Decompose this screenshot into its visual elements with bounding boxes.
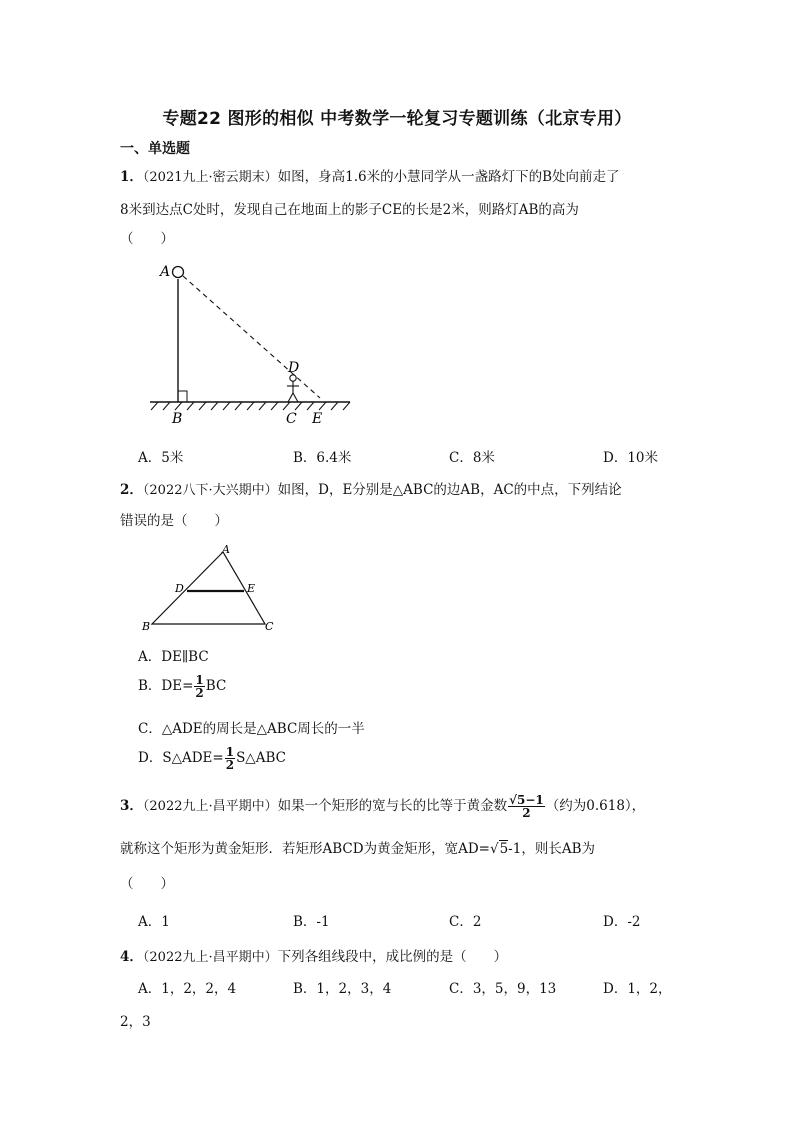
q2-option-a: A．DE∥BC xyxy=(138,649,209,665)
q1-number: 1． xyxy=(120,169,143,185)
golden-numerator: √5−1 xyxy=(509,793,544,807)
q4-option-b: B．1，2，3，4 xyxy=(293,981,392,997)
q3-source: （2022九上·昌平期中） xyxy=(142,799,278,814)
label-d: D xyxy=(288,360,300,376)
q2-option-d-suffix: S△ABC xyxy=(236,750,286,766)
label-e: E xyxy=(312,411,323,427)
q2-option-d-prefix: D．S△ADE= xyxy=(138,750,224,766)
q3-text-1: 如果一个矩形的宽与长的比等于黄金数 xyxy=(277,798,508,814)
q2-option-b-prefix: B．DE= xyxy=(138,678,194,694)
q1-figure xyxy=(140,258,360,430)
q2-figure xyxy=(138,540,288,635)
q1-option-b: B．6.4米 xyxy=(293,450,352,466)
q3-text-2-suffix: -1，则长AB为 xyxy=(508,841,595,857)
q3-option-c: C．2 xyxy=(449,914,482,930)
golden-denominator: 2 xyxy=(522,806,531,820)
frac-denominator: 2 xyxy=(225,758,235,772)
tri-label-e: E xyxy=(247,582,256,595)
frac-numerator: 1 xyxy=(225,745,235,759)
tri-label-a: A xyxy=(222,543,230,556)
fraction-half xyxy=(225,746,235,771)
q1-option-c: C．8米 xyxy=(449,450,495,466)
person-figure xyxy=(287,375,299,402)
q3-number: 3． xyxy=(120,798,143,814)
section-title: 一、单选题 xyxy=(120,141,190,157)
q1-option-d: D．10米 xyxy=(603,450,659,466)
q3-text-1-suffix: （约为0.618）， xyxy=(545,798,646,814)
q2-option-b xyxy=(138,674,226,699)
label-c: C xyxy=(286,411,297,427)
ground-hatching xyxy=(151,402,350,410)
label-b: B xyxy=(172,411,183,427)
q3-line1 xyxy=(120,794,645,819)
q4-option-d: D．1，2， xyxy=(603,981,672,997)
page-title: 专题22 图形的相似 中考数学一轮复习专题训练（北京专用） xyxy=(162,109,632,129)
lamp-icon xyxy=(173,267,184,278)
right-angle-mark xyxy=(178,391,187,402)
q2-source: （2022八下·大兴期中） xyxy=(142,483,278,498)
q3-line2 xyxy=(120,837,595,857)
q4-option-c: C．3，5，9，13 xyxy=(449,981,557,997)
q2-option-d xyxy=(138,746,286,771)
q1-source: （2021九上·密云期末） xyxy=(142,170,278,185)
label-a: A xyxy=(160,264,171,280)
sqrt-sign: √ xyxy=(489,841,499,857)
q1-option-a: A．5米 xyxy=(138,450,184,466)
q3-text-2: 就称这个矩形为黄金矩形．若矩形ABCD为黄金矩形，宽AD= xyxy=(120,841,490,857)
tri-label-c: C xyxy=(265,620,274,633)
q2-text-1: 如图，D，E分别是△ABC的边AB，AC的中点，下列结论 xyxy=(277,482,622,498)
tri-label-b: B xyxy=(142,620,151,633)
light-ray xyxy=(183,276,320,398)
q4-text-1: 下列各组线段中，成比例的是（ ） xyxy=(277,949,508,965)
frac-denominator: 2 xyxy=(195,686,204,700)
q4-number: 4． xyxy=(120,949,143,965)
q3-option-b: B．-1 xyxy=(293,914,330,930)
golden-fraction xyxy=(508,794,545,819)
tri-label-d: D xyxy=(175,582,184,595)
q1-line1 xyxy=(120,165,620,185)
q3-text-3: （ ） xyxy=(120,876,174,892)
q3-option-a: A．1 xyxy=(138,914,170,930)
q2-text-2: 错误的是（ ） xyxy=(120,513,228,529)
q1-text-3: （ ） xyxy=(120,231,174,247)
fraction-half xyxy=(194,674,204,699)
q4-option-d-cont: 2，3 xyxy=(120,1014,151,1030)
sqrt-radicand: 5 xyxy=(499,841,509,857)
q2-number: 2． xyxy=(120,482,143,498)
q3-option-d: D．-2 xyxy=(603,914,641,930)
q4-line1 xyxy=(120,945,507,965)
q2-line1 xyxy=(120,478,622,498)
q2-option-c: C．△ADE的周长是△ABC周长的一半 xyxy=(138,721,365,737)
q4-option-a: A．1，2，2，4 xyxy=(138,981,237,997)
sqrt-five xyxy=(490,841,508,857)
q2-option-b-suffix: BC xyxy=(205,678,227,694)
q1-text-1: 如图，身高1.6米的小慧同学从一盏路灯下的B处向前走了 xyxy=(277,169,620,185)
q4-source: （2022九上·昌平期中） xyxy=(142,950,278,965)
frac-numerator: 1 xyxy=(195,673,204,687)
q1-text-2: 8米到达点C处时，发现自己在地面上的影子CE的长是2米，则路灯AB的高为 xyxy=(120,202,579,218)
